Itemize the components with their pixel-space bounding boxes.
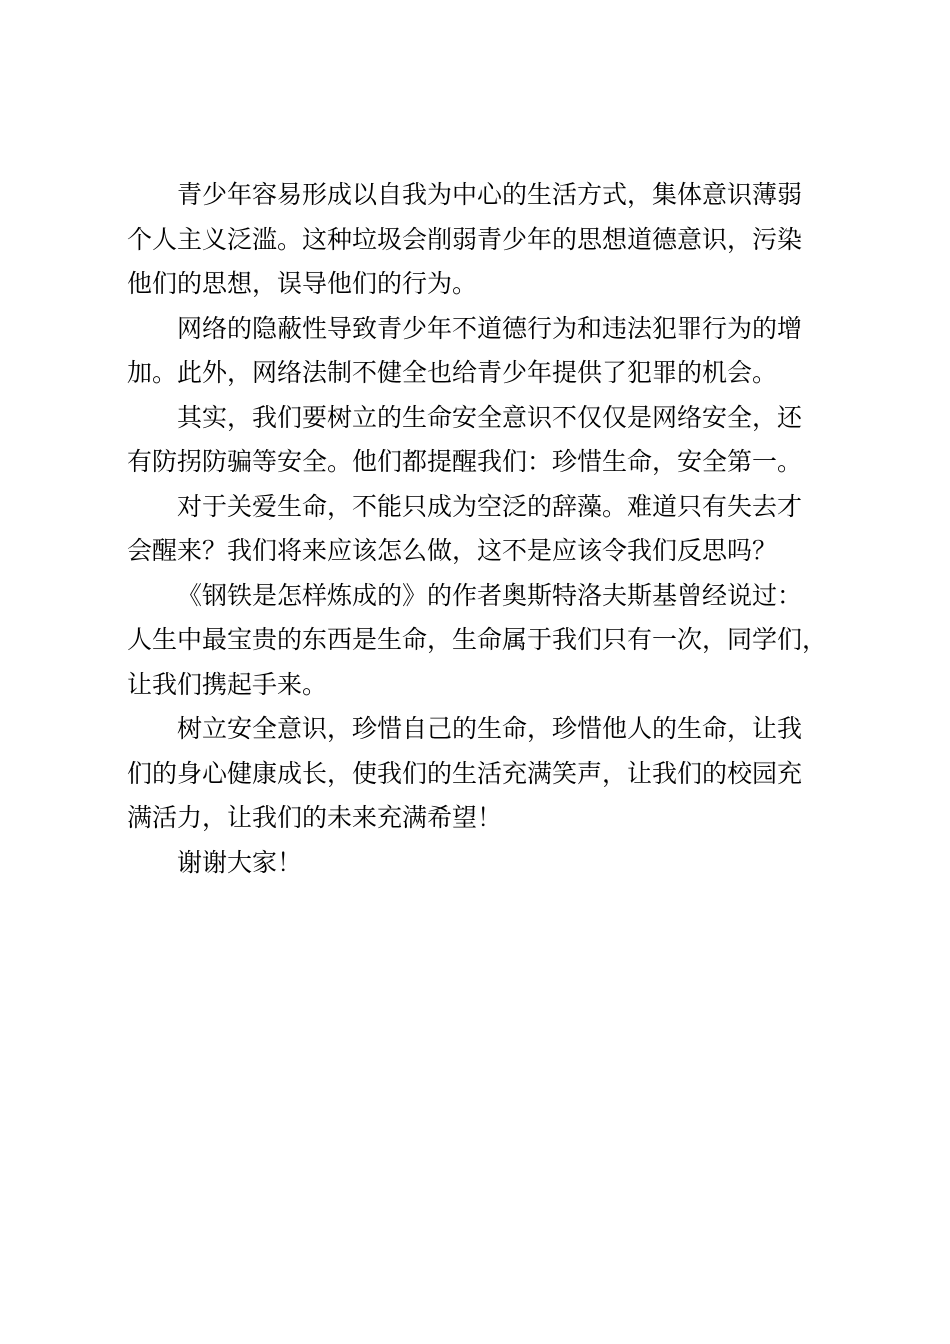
text-line: 其实，我们要树立的生命安全意识不仅仅是网络安全，还 (177, 402, 803, 432)
paragraph-3 (127, 396, 853, 485)
text-line: 青少年容易形成以自我为中心的生活方式，集体意识薄弱 (177, 180, 803, 209)
text-line: 让我们携起手来。 (127, 669, 328, 699)
paragraph-1 (127, 173, 853, 307)
text-line: 人生中最宝贵的东西是生命，生命属于我们只有一次，同学们， (127, 625, 828, 654)
paragraph-closing (127, 841, 853, 886)
paragraph-4 (127, 485, 853, 574)
paragraph-5 (127, 574, 853, 708)
paragraph-6 (127, 707, 853, 841)
text-line: 他们的思想，误导他们的行为。 (127, 269, 478, 298)
text-line: 加。此外，网络法制不健全也给青少年提供了犯罪的机会。 (127, 358, 778, 387)
paragraph-2 (127, 307, 853, 396)
text-line: 谢谢大家！ (177, 847, 303, 877)
text-line: 满活力，让我们的未来充满希望！ (127, 803, 503, 832)
text-line: 网络的隐蔽性导致青少年不道德行为和违法犯罪行为的增 (177, 313, 803, 343)
text-line: 会醒来？我们将来应该怎么做，这不是应该令我们反思吗？ (127, 536, 778, 565)
text-line: 个人主义泛滥。这种垃圾会削弱青少年的思想道德意识，污染 (127, 224, 803, 254)
text-line: 树立安全意识，珍惜自己的生命，珍惜他人的生命，让我 (177, 714, 803, 743)
text-line: 《钢铁是怎样炼成的》的作者奥斯特洛夫斯基曾经说过： (177, 580, 803, 610)
text-line: 对于关爱生命，不能只成为空泛的辞藻。难道只有失去才 (177, 491, 803, 521)
document-body (127, 173, 853, 885)
text-line: 们的身心健康成长，使我们的生活充满笑声，让我们的校园充 (127, 758, 803, 788)
text-line: 有防拐防骗等安全。他们都提醒我们：珍惜生命，安全第一。 (127, 447, 803, 476)
